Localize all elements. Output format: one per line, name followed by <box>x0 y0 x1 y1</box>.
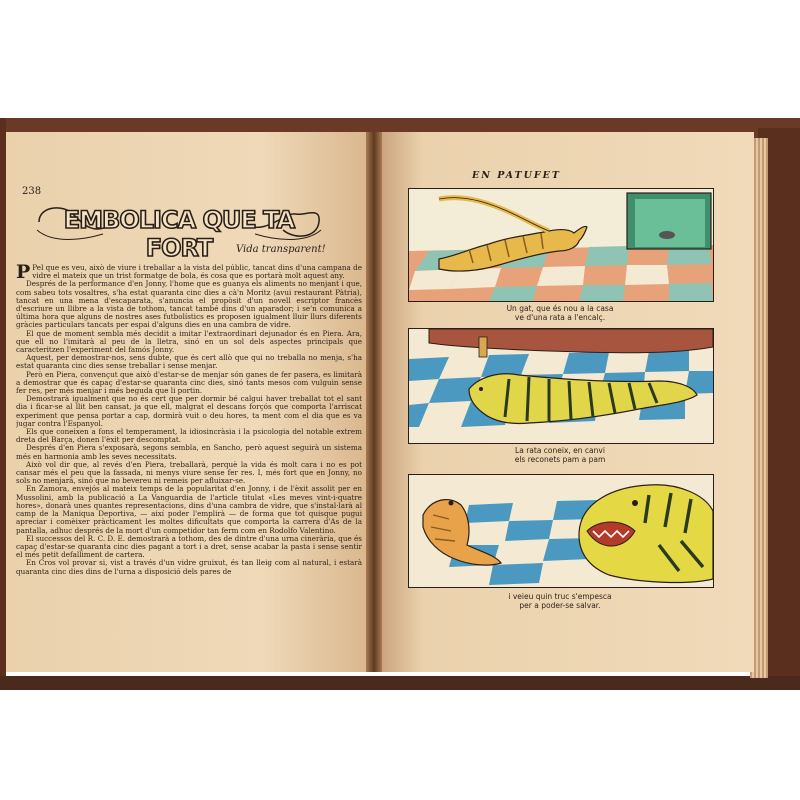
running-head: EN PATUFET <box>472 170 561 181</box>
article-paragraph: Després d'en Piera s'exposarà, segons sembla, en Sancho, però aquest seguirà un sistema més en harmonia amb les seves necessitats. <box>16 443 362 461</box>
drop-cap: P <box>16 264 31 283</box>
panel-2-illustration <box>409 329 713 443</box>
article-paragraph: En Cros vol provar si, vist a través d'un vidre gruixut, és tan lleig com al natural, i estarà quaranta cinc dies dins de l'urna a disposició dels pares de <box>16 558 362 576</box>
book-cover-bottom <box>0 676 800 690</box>
comic-panel-1 <box>408 188 714 302</box>
article-paragraph: Però en Piera, convençut que això d'estar-se de menjar són ganes de fer pasera, es limitarà a demostrar que és capaç d'estar-se quaranta cinc dies, sinó tants mesos com vulguin sense fer res, per més menjar i més beguda que li portin. <box>16 369 362 396</box>
article-title: EMBOLICA QUE TA FORT <box>63 206 295 262</box>
big-tiger-head <box>579 485 713 583</box>
green-doorway <box>627 193 711 249</box>
article-paragraph: En Zamora, envejós al mateix temps de la popularitat d'en Jonny, i de l'èxit assolit per en Mussolini, amb la publicació a La Vanguardia de l'article titulat «Les meves vint-i-quatre hores», donarà unes quantes representacions, dins d'una cambra de vidre, que s'instal·larà al camp de la Maniqua Deportiva, — així poder l'emplirà — de forma que tot quisque pugui apreciar i comèixer pràcticament les moltes dificultats que comporta la carrera d'As de la pantalla, adhuc després de la mort d'un competidor tan ferm com en Rodolfo Valentino. <box>16 484 362 535</box>
panel-2-caption: La rata coneix, en canvi els reconets pam a pam <box>514 446 606 464</box>
page-number: 238 <box>22 186 42 197</box>
article-paragraph: Els que coneixen a fons el temperament, la idiosincràsia i la psicologia del notable extrem dreta del Barça, donen l'èxit per descomptat. <box>16 427 362 445</box>
article-paragraph: Demostrarà igualment que no és cert que per dormir bé calgui haver treballat tot el sant dia i ficar-se al llit ben cansat, ja que ell, malgrat el descans forçós que comporta l'arriscat experiment que pensa portar a cap, dormirà vuit o deu hores, ta ment com el dia que es va jugar contra l'Espanyol. <box>16 394 362 428</box>
panel-3-illustration <box>409 475 713 587</box>
panel-1-illustration <box>409 189 713 301</box>
panel-3-caption: i veieu quin truc s'empesca per a poder-se salvar. <box>508 592 612 610</box>
article-paragraph: El que de moment sembla més decidit a imitar l'extraordinari dejunador és en Piera. Ara, que ell no l'imitarà al peu de la lletra, sinó en un sol dels aspectes principals que caracteritzen l'experiment del famós Jonny. <box>16 328 362 355</box>
article-paragraph: Aquest, per demostrar-nos, sens dubte, que és cert allò que qui no treballa no menja, s'ha estat quaranta cinc dies sense treballar i sense menjar. <box>16 353 362 371</box>
checkered-floor <box>409 245 713 301</box>
panel-1-caption: Un gat, que és nou a la casa ve d'una rata a l'encalç. <box>506 304 614 322</box>
article-paragraph: El successos del R. C. D. E. demostrarà a tothom, des de dintre d'una urna cinerària, que és capaç d'estar-se quaranta cinc dies pagant a tort i a dret, sense acabar la pasta i sense sentir el més petit defalliment de cartera. <box>16 533 362 560</box>
book-gutter <box>366 132 382 672</box>
article-body <box>16 264 362 668</box>
comic-panel-2 <box>408 328 714 444</box>
article-paragraph: Això vol dir que, al revés d'en Piera, treballarà, perquè la vida és molt cara i no es pot cansar més el peu que la fassada, ni menys viure sense fer res. I, més fort que en Jonny, no sols no menjarà, sinó que no bevereu ni remeis per afluixar-se. <box>16 459 362 486</box>
comic-panel-3 <box>408 474 714 588</box>
article-paragraph: Després de la performance d'en Jonny, l'home que es guanya els aliments no menjant i que, com sabeu tots vosaltres, s'ha estat quaranta cinc dies a cà'n Moritz (avui restaurant Pàtria), tancat en una mena d'escaparata, s'anuncia el propòsit d'un novell escriptor francès d'escriure un llibre a la vista de tothom, tancat també dins d'un aparador; i se'n comunica a última hora que alguns de nostres ases futbolístics es proposen igualment lluir llurs diferents gràcies particulars tancats per espai d'alguns dies en una cambra de vidre. <box>16 279 362 330</box>
article-paragraph: P Pel que es veu, això de viure i treballar a la vista del públic, tancat dins d'una campana de vidre el mateix que un trist formatge de bola, és cosa que es portarà molt aquest any. <box>16 264 362 283</box>
article-subtitle: Vida transparent! <box>236 244 326 255</box>
